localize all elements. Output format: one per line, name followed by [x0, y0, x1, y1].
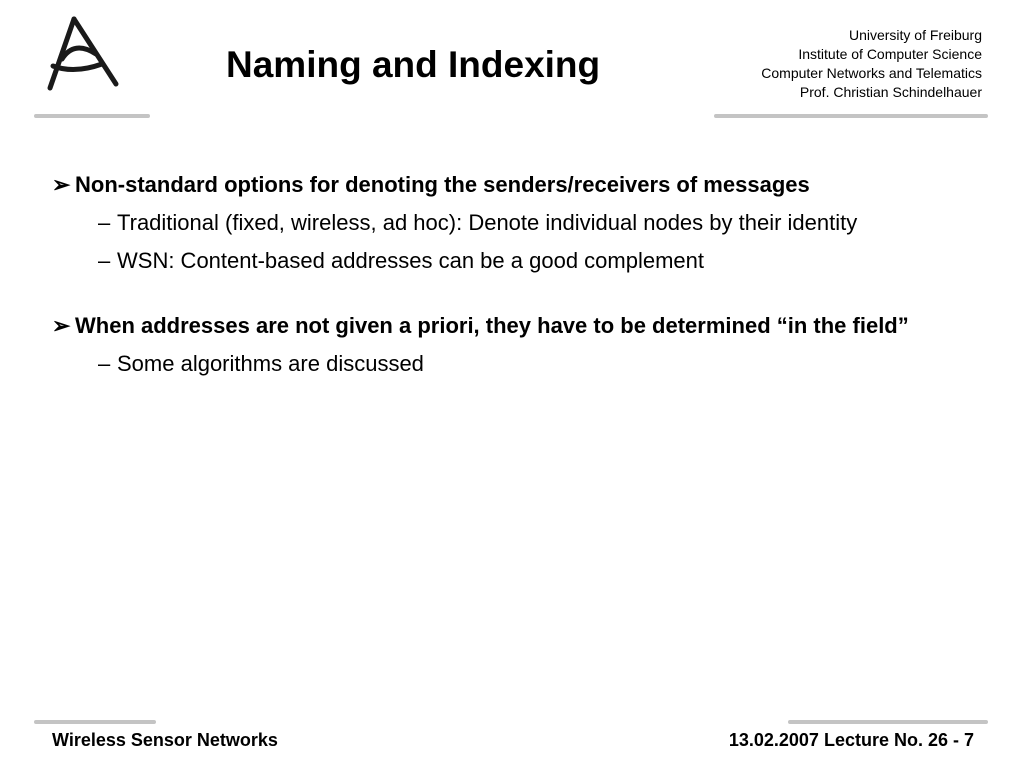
footer-course-title: Wireless Sensor Networks [52, 730, 278, 750]
bullet-text: When addresses are not given a priori, they have to be determined “in the field” [75, 313, 909, 338]
dash-bullet-icon: – [98, 248, 111, 273]
university-logo-icon [40, 14, 122, 94]
sub-bullet-text: WSN: Content-based addresses can be a good complement [117, 248, 704, 273]
footer-rule-right [788, 720, 988, 724]
header-rule-right [714, 114, 988, 118]
arrow-bullet-icon: ➢ [52, 172, 71, 197]
bullet-item [52, 311, 992, 341]
bullet-item [52, 170, 992, 200]
sub-bullet-item [98, 246, 992, 276]
sub-bullet-text: Some algorithms are discussed [117, 351, 424, 376]
footer-rule-left [34, 720, 156, 724]
sub-bullet-item [98, 208, 992, 238]
slide-content [52, 170, 992, 379]
sub-bullet-text: Traditional (fixed, wireless, ad hoc): Denote individual nodes by their identity [117, 210, 858, 235]
slide-title: Naming and Indexing [226, 44, 601, 85]
arrow-bullet-icon: ➢ [52, 313, 71, 338]
sub-bullet-item [98, 349, 992, 379]
affiliation-block [642, 26, 982, 102]
dash-bullet-icon: – [98, 210, 111, 235]
affiliation-line: Prof. Christian Schindelhauer [799, 84, 982, 100]
affiliation-line: University of Freiburg [848, 27, 982, 43]
dash-bullet-icon: – [98, 351, 111, 376]
header-rule-left [34, 114, 150, 118]
footer-date-lecture: 13.02.2007 Lecture No. 26 - 7 [728, 730, 974, 750]
affiliation-line: Computer Networks and Telematics [761, 65, 982, 81]
affiliation-line: Institute of Computer Science [798, 46, 982, 62]
bullet-text: Non-standard options for denoting the senders/receivers of messages [75, 172, 810, 197]
